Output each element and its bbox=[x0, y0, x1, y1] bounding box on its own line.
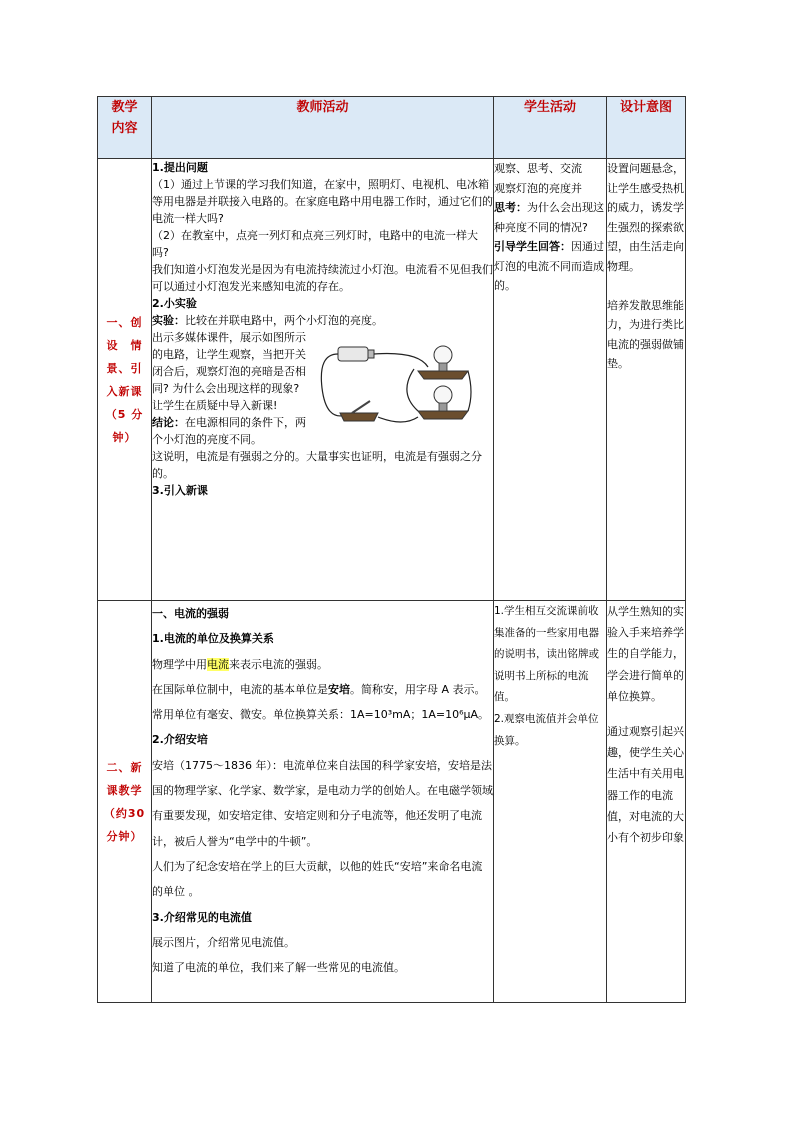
experiment-line: 实验：比较在并联电路中，两个小灯泡的亮度。 bbox=[152, 314, 383, 327]
lesson-section-intro: 一、创 设 情 景、引 入新课 （5 分 钟） bbox=[98, 159, 152, 601]
teacher-activity-new bbox=[152, 601, 494, 1003]
paragraph: 安培（1775～1836 年）：电流单位来自法国的科学家安培，安培是法国的物理学家、化学家、数学家，是电动力学的创始人。在电磁学领域有重要发现，如安培定律、安培定则和分子电流等，他还发明了电流计，被后人誉为“电学中的牛顿”。 bbox=[152, 758, 493, 848]
battery-icon bbox=[338, 347, 368, 361]
paragraph: 常用单位有毫安、微安。单位换算关系：1A=10³mA；1A=10⁶μA。 bbox=[152, 708, 490, 722]
lesson-plan-table bbox=[97, 96, 686, 1003]
header-design-intent: 设计意图 bbox=[607, 97, 686, 159]
lesson-section-new: 二、新 课教学 （约30 分钟） bbox=[98, 601, 152, 1003]
paragraph: 物理学中用电流来表示电流的强弱。 bbox=[152, 657, 328, 671]
header-student-activity: 学生活动 bbox=[494, 97, 607, 159]
light-bulb-icon bbox=[418, 346, 468, 379]
table-row bbox=[98, 159, 686, 601]
think-prompt: 思考：为什么会出现这种亮度不同的情况? bbox=[494, 201, 604, 234]
design-intent-new: 从学生熟知的实验入手来培养学生的自学能力，学会进行简单的单位换算。 通过观察引起兴趣，使学生关心生活中有关用电器工作的电流值，对电流的大小有个初步印象 bbox=[607, 601, 686, 1003]
guide-answer: 引导学生回答：因通过灯泡的电流不同而造成的。 bbox=[494, 240, 604, 292]
paragraph: （2）在教室中，点亮一列灯和点亮三列灯时，电路中的电流一样大吗? bbox=[152, 229, 478, 259]
paragraph: 知道了电流的单位，我们来了解一些常见的电流值。 bbox=[152, 961, 405, 975]
paragraph: 出示多媒体课件，展示如图所示的电路，让学生观察，当把开关闭合后，观察灯泡的亮暗是否相同? 为什么会出现这样的现象? 让学生在质疑中导入新课! bbox=[152, 331, 306, 412]
section-title: 1.电流的单位及换算关系 bbox=[152, 632, 274, 646]
section-title: 2.小实验 bbox=[152, 297, 197, 310]
teacher-activity-intro bbox=[152, 159, 494, 601]
table-row bbox=[98, 601, 686, 1003]
section-title: 1.提出问题 bbox=[152, 161, 208, 174]
switch-icon bbox=[340, 401, 378, 421]
section-title: 2.介绍安培 bbox=[152, 733, 208, 747]
conclusion-line: 结论：在电源相同的条件下，两个小灯泡的亮度不同。 bbox=[152, 416, 306, 446]
section-title: 3.引入新课 bbox=[152, 484, 208, 497]
paragraph: 在国际单位制中，电流的基本单位是安培。简称安，用字母 A 表示。 bbox=[152, 682, 486, 696]
header-teaching-content: 教学 内容 bbox=[98, 97, 152, 159]
paragraph: 展示图片，介绍常见电流值。 bbox=[152, 935, 295, 949]
student-activity-new: 1.学生相互交流课前收集准备的一些家用电器的说明书，读出铭牌或说明书上所标的电流值。 2.观察电流值并会单位换算。 bbox=[494, 601, 607, 1003]
experiment-block bbox=[152, 329, 493, 448]
student-activity-intro: 观察、思考、交流 观察灯泡的亮度并 思考：为什么会出现这种亮度不同的情况? 引导学生回答：因通过灯泡的电流不同而造成的。 bbox=[494, 159, 607, 601]
paragraph: 这说明，电流是有强弱之分的。大量事实也证明，电流是有强弱之分的。 bbox=[152, 450, 482, 480]
parallel-circuit-diagram bbox=[318, 333, 478, 433]
header-teacher-activity: 教师活动 bbox=[152, 97, 494, 159]
table-header-row bbox=[98, 97, 686, 159]
section-title: 一、电流的强弱 bbox=[152, 607, 229, 620]
paragraph: 人们为了纪念安培在学上的巨大贡献，以他的姓氏“安培”来命名电流的单位 。 bbox=[152, 859, 483, 899]
section-title: 3.介绍常见的电流值 bbox=[152, 910, 252, 924]
paragraph: 我们知道小灯泡发光是因为有电流持续流过小灯泡。电流看不见但我们可以通过小灯泡发光来感知电流的存在。 bbox=[152, 263, 493, 293]
paragraph: （1）通过上节课的学习我们知道，在家中，照明灯、电视机、电冰箱等用电器是并联接入电路的。在家庭电路中用电器工作时，通过它们的电流一样大吗? bbox=[152, 178, 493, 225]
light-bulb-icon bbox=[418, 386, 468, 419]
design-intent-intro: 设置问题悬念，让学生感受热机的威力，诱发学生强烈的探索欲望，由生活走向物理。 培养发散思维能力，为进行类比电流的强弱做铺垫。 bbox=[607, 159, 686, 601]
